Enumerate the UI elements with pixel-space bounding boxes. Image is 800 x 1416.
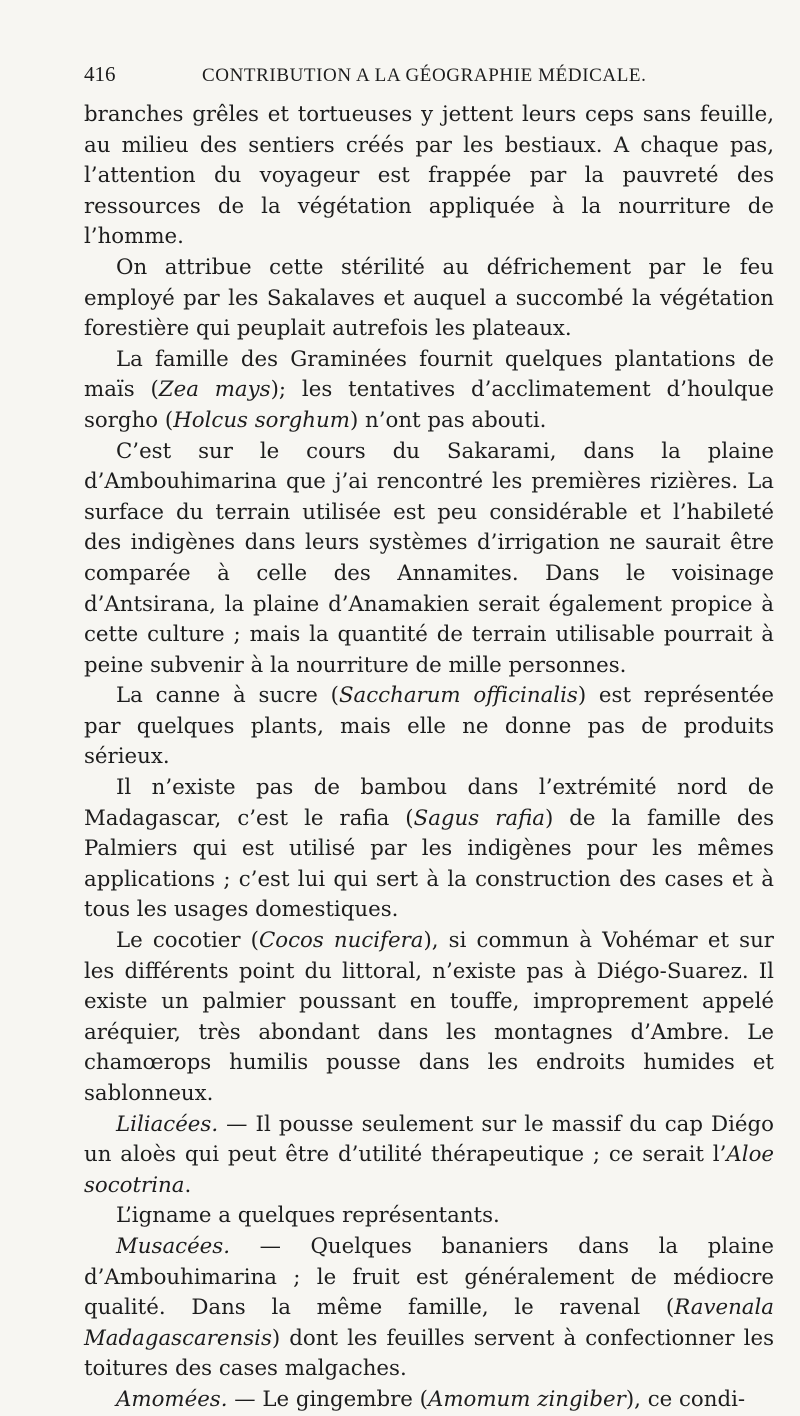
- text-run: ) n’ont pas abouti.: [349, 407, 547, 433]
- text-run: — Le gingembre (: [227, 1386, 428, 1412]
- italic-text: Holcus sorghum: [173, 407, 350, 433]
- text-run: ); les tentatives d’acclimatement d’houlque sorgho (: [84, 377, 774, 433]
- body-text: [84, 100, 774, 1416]
- text-run: Il n’existe pas de bambou dans l’extrémité nord de Madagascar, c’est le rafia (: [84, 775, 774, 831]
- paragraph: [84, 437, 774, 682]
- italic-text: Cocos nucifera: [258, 928, 424, 954]
- paragraph: [84, 926, 774, 1110]
- paragraph: [84, 100, 774, 253]
- text-run: ) de la famille des Palmiers qui est utilisé par les indigènes pour les mêmes applications ; c’est lui qui sert à la construction des cases et à tous les usages domestiques.: [84, 805, 774, 923]
- italic-text: Amomum zingiber: [427, 1386, 626, 1412]
- paragraph: [84, 1385, 774, 1416]
- text-run: ) dont les feuilles servent à confectionner les toitures des cases malgaches.: [84, 1325, 774, 1382]
- page-number: 416: [84, 62, 116, 86]
- text-run: — Quelques bananiers dans la plaine d’Ambouhimarina ; le fruit est généralement de médiocre qualité. Dans la même famille, le ravenal (: [84, 1233, 774, 1321]
- text-run: L’igname a quelques représentants.: [116, 1203, 500, 1229]
- italic-text: Zea mays: [158, 377, 271, 403]
- text-run: La famille des Graminées fournit quelques plantations de maïs (: [84, 346, 774, 403]
- page-header: [84, 62, 764, 90]
- paragraph: [84, 1110, 774, 1202]
- paragraph: [84, 1201, 774, 1232]
- paragraph: [84, 773, 774, 926]
- italic-text: Saccharum officinalis: [338, 683, 578, 709]
- italic-text: Musacées.: [116, 1233, 230, 1259]
- italic-text: Liliacées.: [116, 1111, 219, 1137]
- text-run: On attribue cette stérilité au défrichement par le feu employé par les Sakalaves et auquel a succombé la végétation forestière qui peuplait autrefois les plateaux.: [84, 254, 774, 342]
- running-title: CONTRIBUTION A LA GÉOGRAPHIE MÉDICALE.: [202, 65, 647, 86]
- paragraph: [84, 253, 774, 345]
- italic-text: Aloe socotrina: [84, 1142, 774, 1198]
- text-run: — Il pousse seulement sur le massif du cap Diégo un aloès qui peut être d’utilité thérapeutique ; ce serait l’: [84, 1111, 774, 1168]
- text-run: Le cocotier (: [116, 928, 259, 954]
- italic-text: Sagus rafia: [413, 805, 545, 831]
- text-run: .: [184, 1172, 192, 1198]
- paragraph: [84, 345, 774, 437]
- paragraph: [84, 681, 774, 773]
- italic-text: Ravenala Madagascarensis: [84, 1295, 774, 1351]
- paragraph: [84, 1232, 774, 1385]
- text-run: ) est représentée par quelques plants, mais elle ne donne pas de produits sérieux.: [84, 683, 774, 770]
- text-run: ), ce condi-: [625, 1386, 746, 1412]
- text-run: C’est sur le cours du Sakarami, dans la plaine d’Ambouhimarina que j’ai rencontré les premières rizières. La surface du terrain utilisée est peu considérable et l’habileté des indigènes dans leurs systèmes d’irrigation ne saurait être comparée à celle des Annamites. Dans le voisinage d’Antsirana, la plaine d’Anamakien serait également propice à cette culture ; mais la quantité de terrain utilisable pourrait à peine subvenir à la nourriture de mille personnes.: [84, 438, 774, 678]
- text-run: branches grêles et tortueuses y jettent leurs ceps sans feuille, au milieu des sentiers créés par les bestiaux. A chaque pas, l’attention du voyageur est frappée par la pauvreté des ressources de la végétation appliquée à la nourriture de l’homme.: [84, 102, 774, 250]
- text-run: ), si commun à Vohémar et sur les différents point du littoral, n’existe pas à Diégo-Suarez. Il existe un palmier poussant en touffe, improprement appelé aréquier, très abondant dans les montagnes d’Ambre. Le chamœrops humilis pousse dans les endroits humides et sablonneux.: [84, 928, 774, 1106]
- italic-text: Amomées.: [116, 1386, 228, 1412]
- text-run: La canne à sucre (: [116, 683, 339, 709]
